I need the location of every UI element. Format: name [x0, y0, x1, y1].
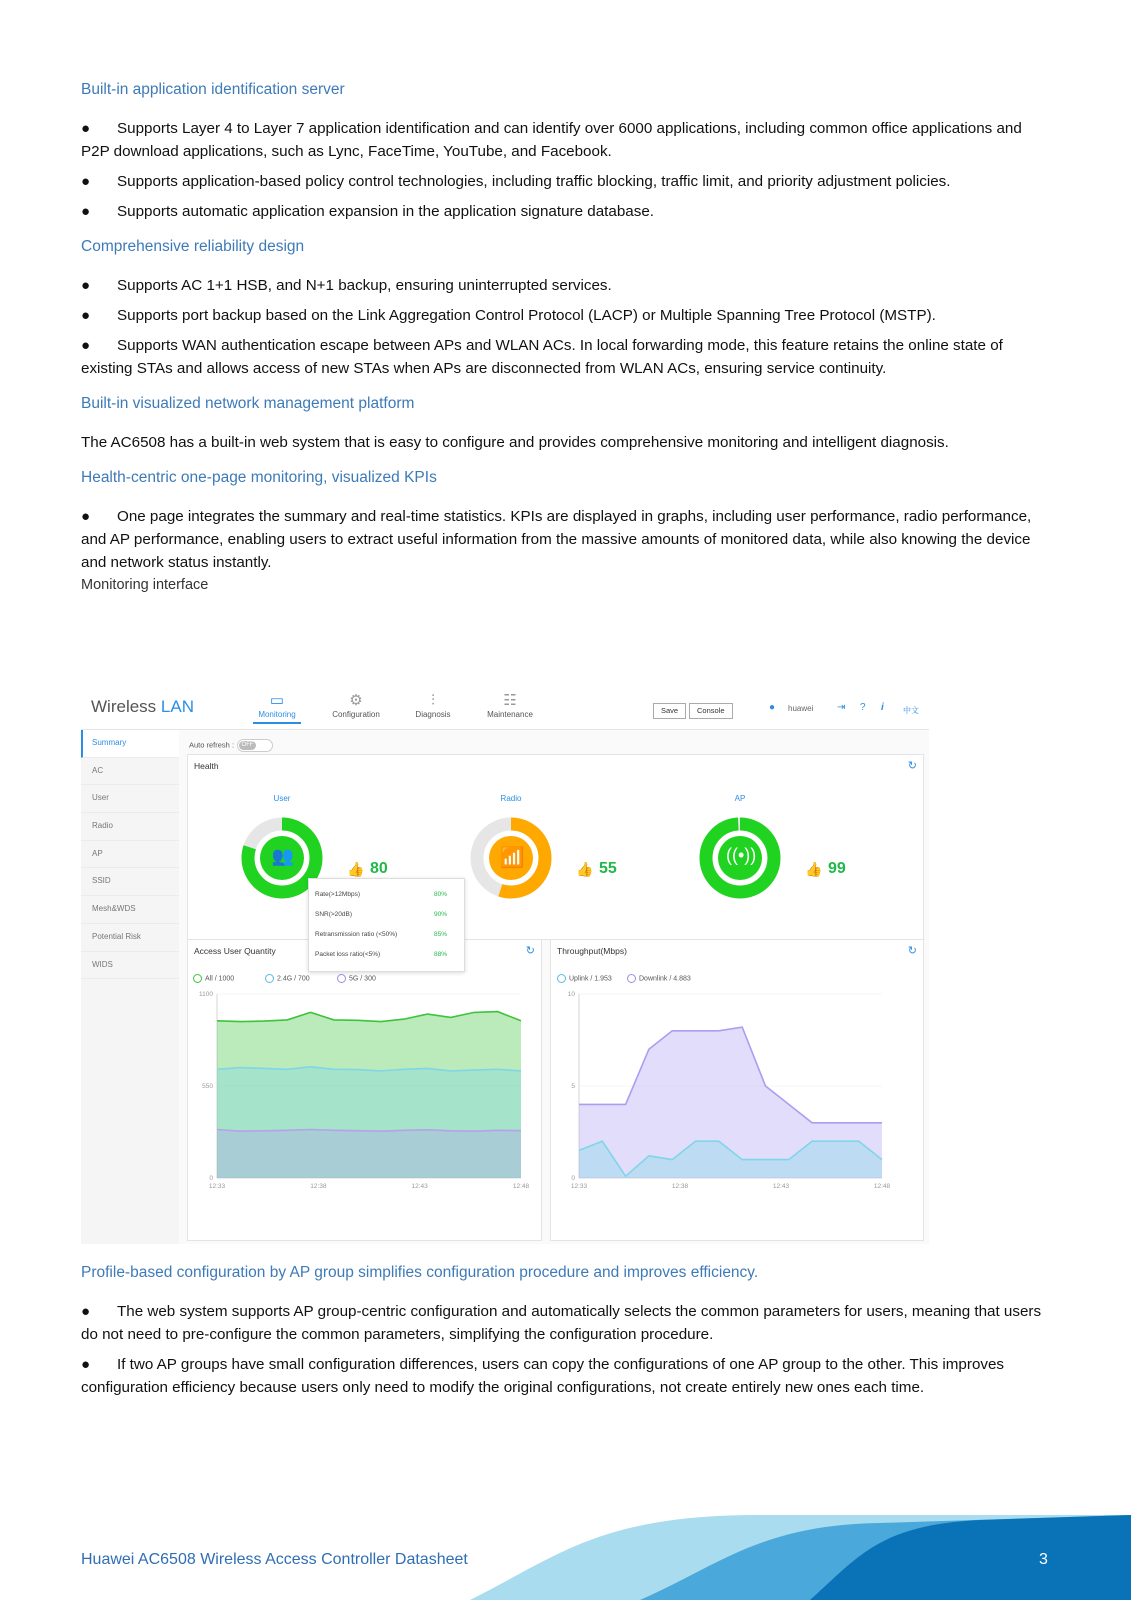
- tooltip-row: 90% SNR(>20dB): [315, 911, 447, 918]
- refresh-icon[interactable]: ↻: [907, 945, 917, 957]
- username: huawei: [788, 704, 814, 713]
- score-user: 80: [370, 860, 388, 877]
- x-tick-label: 12:33: [208, 1183, 226, 1190]
- logout-icon[interactable]: ⇥: [837, 702, 846, 713]
- wifi-icon: 📶: [499, 847, 525, 869]
- auto-refresh-toggle[interactable]: OFF: [237, 739, 273, 752]
- x-tick-label: 12:43: [772, 1183, 790, 1190]
- refresh-icon[interactable]: ↻: [907, 760, 917, 772]
- y-tick-label: 5: [571, 1083, 575, 1090]
- monitor-icon: ▭: [269, 692, 285, 709]
- sidebar-item-user[interactable]: User: [81, 785, 179, 813]
- ap-antenna-icon: ((•)): [726, 845, 757, 865]
- sidebar-item-radio[interactable]: Radio: [81, 813, 179, 841]
- sidebar-item-ssid[interactable]: SSID: [81, 868, 179, 896]
- tools-icon: ☷: [503, 692, 517, 709]
- y-tick-label: 1100: [199, 991, 213, 998]
- console-button[interactable]: Console: [689, 703, 733, 719]
- tab-diagnosis[interactable]: ⫶ Diagnosis: [398, 691, 468, 719]
- thumbs-up-icon: 👍: [347, 861, 365, 877]
- charts-layer: [81, 687, 929, 1244]
- x-tick-label: 12:33: [570, 1183, 588, 1190]
- brand-logo: Wireless LAN: [91, 697, 194, 716]
- bullet-item: ● Supports port backup based on the Link Aggregation Control Protocol (LACP) or Multiple Spanning Tree Protocol (MSTP).: [81, 304, 1051, 327]
- sidebar-item-mesh-wds[interactable]: Mesh&WDS: [81, 896, 179, 924]
- section-heading: Built-in visualized network management platform: [81, 395, 415, 412]
- legend-24g[interactable]: 2.4G / 700: [265, 974, 310, 983]
- legend-uplink[interactable]: Uplink / 1.953: [557, 974, 612, 983]
- x-tick-label: 12:38: [671, 1183, 689, 1190]
- tooltip-row: 80% Rate(>12Mbps): [315, 891, 447, 898]
- bullet-item: ● Supports application-based policy control technologies, including traffic blocking, traffic limit, and priority adjustment policies.: [81, 170, 1051, 193]
- gear-icon: ⚙: [349, 692, 363, 709]
- health-title: Health: [194, 761, 219, 771]
- tooltip-row: 88% Packet loss ratio(<5%): [315, 951, 447, 958]
- bullet-icon: ●: [81, 1303, 91, 1320]
- thumbs-up-icon: 👍: [805, 861, 823, 877]
- bullet-icon: ●: [81, 337, 91, 354]
- score-radio: 55: [599, 860, 617, 877]
- sidebar-item-summary[interactable]: Summary: [81, 730, 179, 758]
- users-icon: 👥: [271, 846, 295, 866]
- section-heading: Built-in application identification server: [81, 81, 345, 98]
- health-tooltip: [308, 878, 465, 972]
- bullet-icon: ●: [81, 120, 91, 137]
- bullet-icon: ●: [81, 277, 91, 294]
- tab-maintenance[interactable]: ☷ Maintenance: [475, 691, 545, 719]
- tab-configuration[interactable]: ⚙ Configuration: [321, 691, 391, 719]
- save-button[interactable]: Save: [653, 703, 686, 719]
- bullet-icon: ●: [81, 173, 91, 190]
- tooltip-row: 85% Retransmission ratio (<50%): [315, 931, 447, 938]
- x-tick-label: 12:43: [411, 1183, 428, 1190]
- monitoring-screenshot: [81, 687, 929, 1244]
- auto-refresh-control: Auto refresh : OFF: [189, 739, 273, 752]
- y-tick-label: 0: [571, 1175, 575, 1182]
- legend-all[interactable]: All / 1000: [193, 974, 234, 983]
- bullet-icon: ●: [81, 307, 91, 324]
- bullet-item: ● The web system supports AP group-centric configuration and automatically selects the common parameters for users, meaning that users do not need to pre-configure the common parameters, simplifying the configuration procedure.: [81, 1300, 1051, 1346]
- bullet-item: ● Supports WAN authentication escape between APs and WLAN ACs. In local forwarding mode, this feature retains the online state of existing STAs and allows access of new STAs when APs are disconnected from WLAN ACs, ensuring service continuity.: [81, 334, 1051, 380]
- paragraph: The AC6508 has a built-in web system that is easy to configure and provides comprehensive monitoring and intelligent diagnosis.: [81, 434, 949, 451]
- legend-downlink[interactable]: Downlink / 4.883: [627, 974, 691, 983]
- help-icon[interactable]: ?: [860, 702, 866, 713]
- gauge-label-user: User: [273, 794, 291, 803]
- bullet-item: ● One page integrates the summary and real-time statistics. KPIs are displayed in graphs, including user performance, radio performance, and AP performance, enabling users to extract useful information from the massive amounts of monitored data, while also knowing the device and network status instantly.: [81, 505, 1051, 574]
- sliders-icon: ⫶: [431, 692, 435, 709]
- refresh-icon[interactable]: ↻: [525, 945, 535, 957]
- sidebar-item-ac[interactable]: AC: [81, 758, 179, 786]
- figure-caption: Monitoring interface: [81, 577, 209, 593]
- x-tick-label: 12:38: [310, 1183, 327, 1190]
- document-body: [81, 80, 1051, 593]
- bullet-icon: ●: [81, 508, 91, 525]
- thumbs-up-icon: 👍: [576, 861, 594, 877]
- bullet-icon: ●: [81, 1356, 91, 1373]
- page-number: 3: [1039, 1551, 1048, 1568]
- info-icon[interactable]: i: [881, 702, 884, 713]
- bullet-item: ● Supports automatic application expansion in the application signature database.: [81, 200, 1051, 223]
- tab-monitoring[interactable]: ▭ Monitoring: [242, 691, 312, 724]
- footer-title: Huawei AC6508 Wireless Access Controller Datasheet: [81, 1551, 468, 1568]
- section-heading: Profile-based configuration by AP group simplifies configuration procedure and improves efficiency.: [81, 1264, 759, 1281]
- section-heading: Health-centric one-page monitoring, visualized KPIs: [81, 469, 437, 486]
- gauge-label-radio: Radio: [500, 794, 522, 803]
- y-tick-label: 10: [567, 991, 575, 998]
- section-heading: Comprehensive reliability design: [81, 238, 305, 255]
- sidebar-item-wids[interactable]: WIDS: [81, 952, 179, 980]
- score-ap: 99: [828, 860, 846, 877]
- throughput-title: Throughput(Mbps): [557, 946, 627, 956]
- language-switch[interactable]: 中文: [903, 706, 919, 715]
- series-area: [217, 1130, 521, 1179]
- access-user-chart: [199, 991, 529, 1190]
- y-tick-label: 0: [209, 1175, 213, 1182]
- sidebar-item-potential-risk[interactable]: Potential Risk: [81, 924, 179, 952]
- gauge-label-ap: AP: [734, 794, 746, 803]
- x-tick-label: 12:48: [512, 1183, 530, 1190]
- bullet-item: ● Supports AC 1+1 HSB, and N+1 backup, ensuring uninterrupted services.: [81, 274, 1051, 297]
- document-body-lower: [81, 1263, 1051, 1399]
- sidebar-item-ap[interactable]: AP: [81, 841, 179, 869]
- user-icon: ●: [769, 702, 776, 713]
- y-tick-label: 550: [202, 1083, 213, 1090]
- throughput-chart: [568, 991, 891, 1190]
- access-title: Access User Quantity: [194, 946, 276, 956]
- x-tick-label: 12:48: [873, 1183, 891, 1190]
- bullet-item: ● Supports Layer 4 to Layer 7 application identification and can identify over 6000 applications, including common office applications and P2P download applications, such as Lync, FaceTime, YouTube, and Facebook.: [81, 117, 1051, 163]
- bullet-icon: ●: [81, 203, 91, 220]
- legend-5g[interactable]: 5G / 300: [337, 974, 376, 983]
- bullet-item: ● If two AP groups have small configuration differences, users can copy the configurations of one AP group to the other. This improves configuration efficiency because users only need to modify the original configurations, not create entirely new ones each time.: [81, 1353, 1051, 1399]
